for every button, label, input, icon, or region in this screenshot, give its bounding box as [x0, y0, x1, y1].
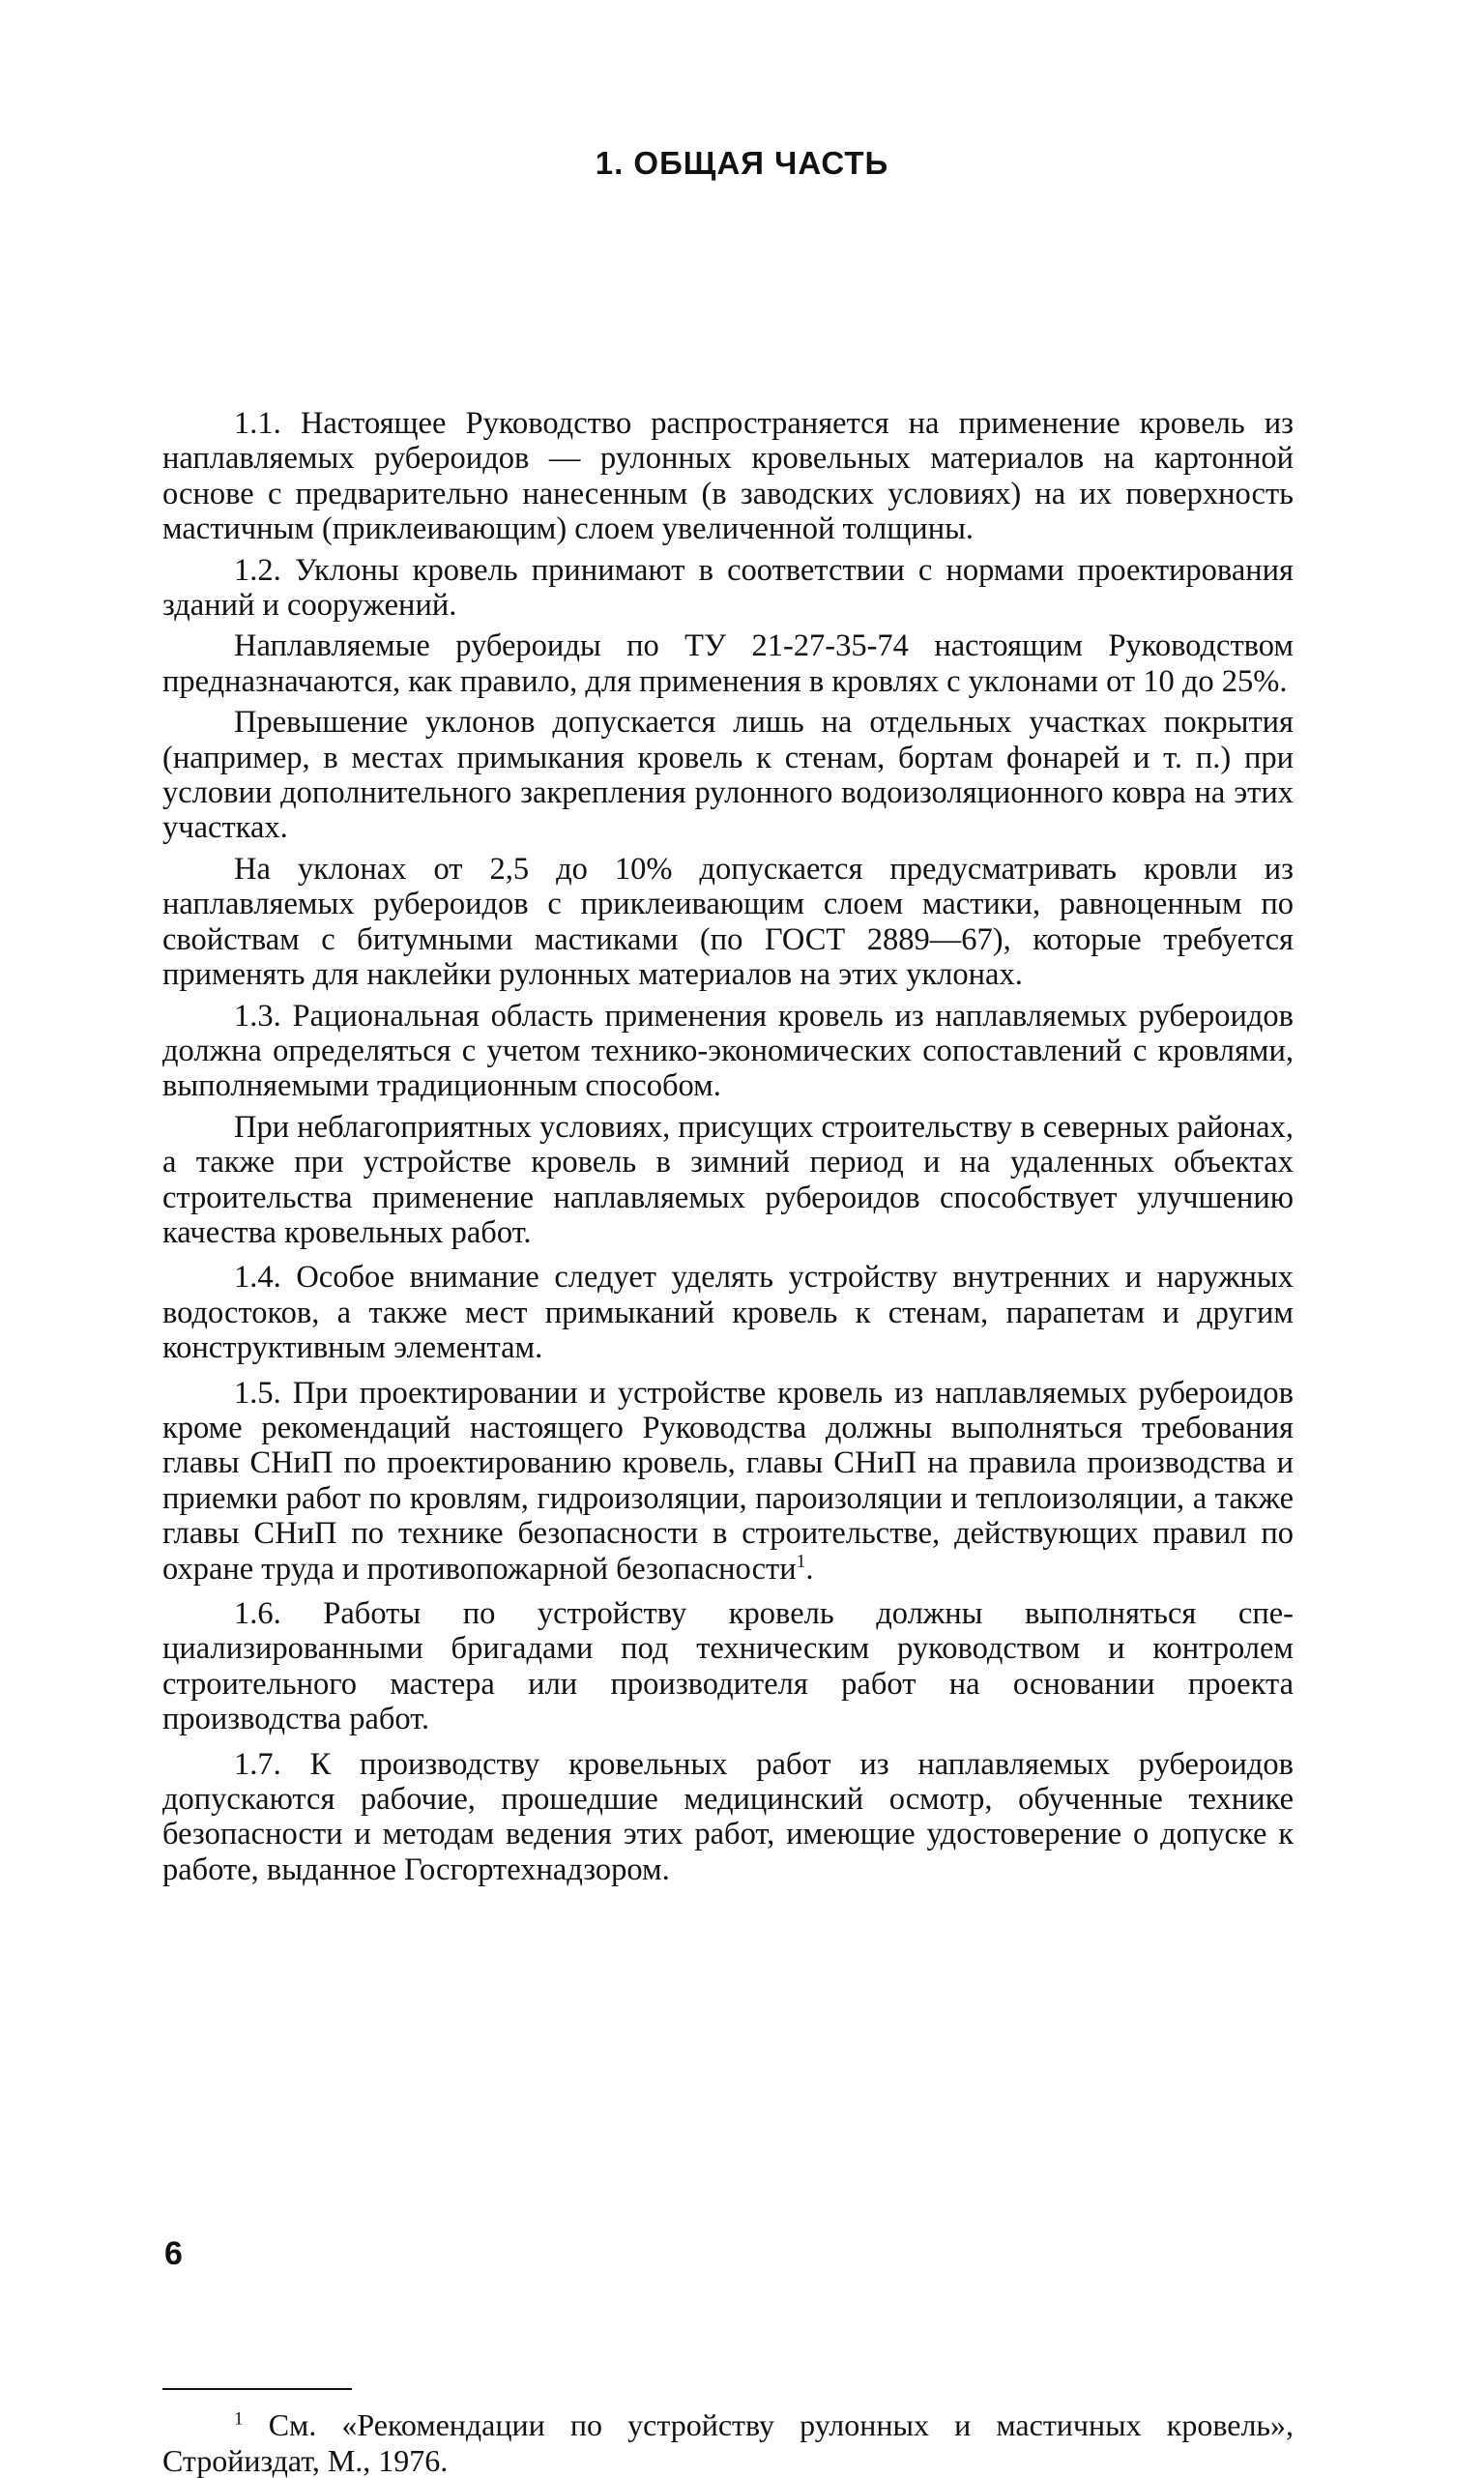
paragraph-1-2-slopes: На уклонах от 2,5 до 10% допускается предусматривать кровли из наплавляемых рубероидов с приклеивающим слоем мастики, равноценным по свойствам с битумными мастиками (по ГОСТ 2889—67), которые требуется применять для наклейки рулонных материалов на этих уклонах.	[162, 851, 1294, 993]
footnote-divider	[162, 2388, 352, 2390]
paragraph-1-2: 1.2. Уклоны кровель принимают в соответствии с нормами проектирования зданий и сооружений.	[162, 552, 1294, 624]
footnote-reference-period: .	[805, 1551, 814, 1587]
page-number: 6	[164, 2235, 183, 2272]
paragraph-1-2-excess: Превышение уклонов допускается лишь на отдельных участках покрытия (например, в местах примыкания кровель к стенам, бортам фонарей и т. п.) при условии дополнительного закрепления рулонного водоизоляционного ковра на этих участках.	[162, 705, 1294, 846]
paragraph-1-3-conditions: При неблагоприятных условиях, присущих строительству в северных районах, а также при устройстве кровель в зимний период и на удаленных объектах строительства применение наплавляемых рубероидов способствует улучшению качества кровельных работ.	[162, 1109, 1294, 1250]
paragraph-1-6: 1.6. Работы по устройству кровель должны выполняться специализированными бригадами под техническим руководством и контролем строительного мастера или производителя работ на основании проекта производства работ.	[162, 1596, 1294, 1737]
paragraph-1-5	[162, 1376, 1294, 1587]
footnote-reference: 1	[796, 1551, 806, 1572]
footnote-marker: 1	[234, 2408, 244, 2430]
footnote-text: См. «Рекомендации по устройству рулонных и мастичных кровель», Стройиздат, М., 1976.	[162, 2407, 1294, 2478]
body-text	[162, 406, 1294, 1893]
paragraph-1-7: 1.7. К производству кровельных работ из наплавляемых рубероидов допускаются рабочие, прошедшие медицинский осмотр, обученные технике безопасности и методам ведения этих работ, имеющие удостоверение о допуске к работе, выданное Госгортехнадзором.	[162, 1746, 1294, 1887]
section-heading: 1. ОБЩАЯ ЧАСТЬ	[595, 145, 889, 181]
footnote	[162, 2407, 1294, 2478]
paragraph-1-4: 1.4. Особое внимание следует уделять устройству внутренних и наружных водостоков, а также мест примыканий кровель к стенам, парапетам и другим конструктивным элементам.	[162, 1260, 1294, 1366]
paragraph-1-3: 1.3. Рациональная область применения кровель из наплавляемых рубероидов должна определяться с учетом технико-экономических сопоставлений с кровлями, выполняемыми традиционным способом.	[162, 998, 1294, 1104]
paragraph-1-2-tu: Наплавляемые рубероиды по ТУ 21-27-35-74 настоящим Руководством предназначаются, как правило, для применения в кровлях с уклонами от 10 до 25%.	[162, 628, 1294, 699]
paragraph-1-5-text: 1.5. При проектировании и устройстве кровель из наплавляемых рубероидов кроме рекомендаций настоящего Руководства должны выполняться требования главы СНиП по проектированию кровель, главы СНиП на правила производства и приемки работ по кровлям, гидроизоляции, пароизоляции и теплоизоляции, а также главы СНиП по технике безопасности в строительстве, действующих правил по охране труда и противопожарной безопасности	[162, 1375, 1294, 1587]
paragraph-1-1: 1.1. Настоящее Руководство распространяется на применение кровель из наплавляемых рубероидов — рулонных кровельных материалов на картонной основе с предварительно нанесенным (в заводских условиях) на их поверхность мастичным (приклеивающим) слоем увеличенной толщины.	[162, 406, 1294, 547]
